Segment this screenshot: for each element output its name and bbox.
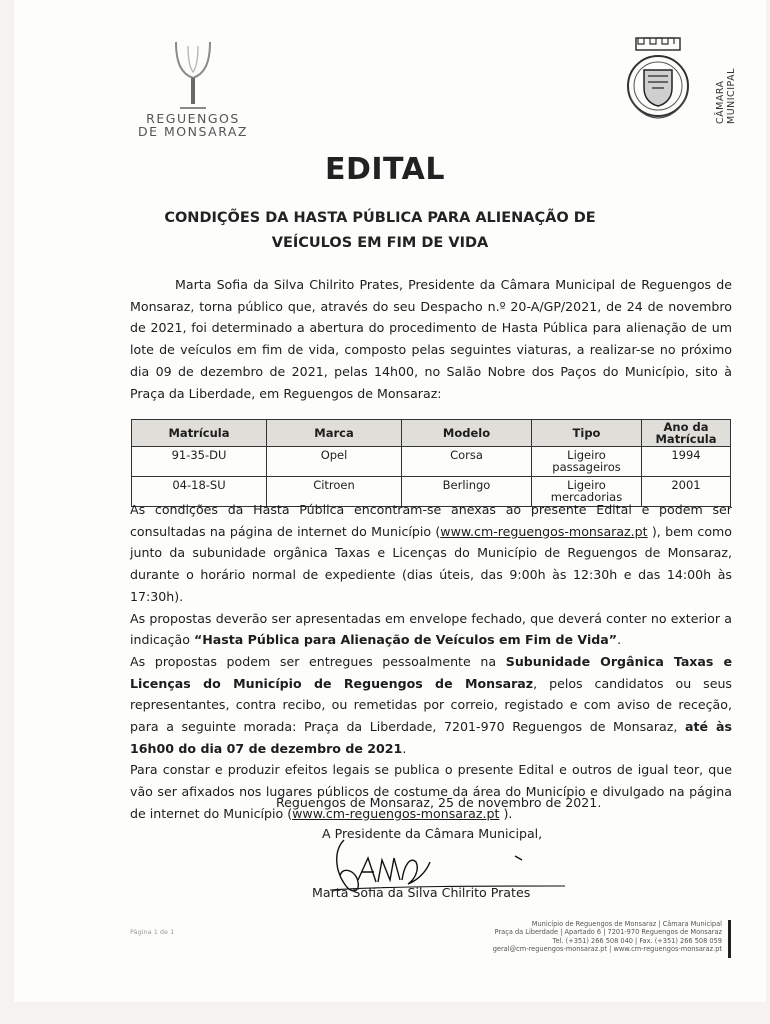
col-header-ano: Ano da Matrícula	[642, 420, 731, 447]
table-row	[132, 447, 731, 477]
footer-line-3: Tel. (+351) 266 508 040 | Fax. (+351) 266 508 059	[552, 936, 722, 945]
body-paragraphs	[130, 499, 732, 825]
cell-ano: 2001	[642, 477, 731, 507]
vehicles-table	[131, 419, 731, 507]
signatory-name: Marta Sofia da Silva Chilrito Prates	[312, 885, 531, 900]
conditions-text-end: ), bem como junto da subunidade orgânica Taxas e Licenças do Município de Reguengos de Monsaraz, durante o horário normal de expediente (dias úteis, das 9:00h às 12:30h e das 14:00h às 17:30h).	[130, 523, 732, 604]
place-date: Reguengos de Monsaraz, 25 de novembro de 2021.	[276, 795, 602, 810]
cell-ano: 1994	[642, 447, 731, 477]
delivery-subunit: Subunidade Orgânica Taxas e Licenças do Município de Reguengos de Monsaraz	[130, 653, 732, 691]
proposals-paragraph	[130, 608, 732, 651]
cell-modelo: Corsa	[402, 447, 532, 477]
coat-of-arms-icon	[612, 36, 704, 126]
municipality-website-link[interactable]: www.cm-reguengos-monsaraz.pt	[440, 523, 648, 539]
conditions-text-start: As condições da Hasta Pública encontram-se anexas ao presente Edital e podem ser consultadas na página de internet do Município (	[130, 502, 732, 539]
cell-modelo: Berlingo	[402, 477, 532, 507]
signature-label: A Presidente da Câmara Municipal,	[322, 826, 543, 841]
col-header-tipo: Tipo	[532, 420, 642, 447]
footer-line-4: geral@cm-reguengos-monsaraz.pt | www.cm-reguengos-monsaraz.pt	[492, 944, 722, 953]
proposals-text-start: As propostas deverão ser apresentadas em envelope fechado, que deverá conter no exterior a indicação	[130, 610, 732, 648]
logo-line-2: DE MONSARAZ	[138, 124, 248, 139]
conditions-paragraph	[130, 499, 732, 608]
cell-tipo: Ligeiro mercadorias	[532, 477, 642, 507]
publish-text-start: Para constar e produzir efeitos legais se publica o presente Edital e outros de igual teor, que vão ser afixados nos lugares públicos de costume da área do Município e divulgado na página de internet do Município (	[130, 762, 732, 821]
intro-paragraph: Marta Sofia da Silva Chilrito Prates, Presidente da Câmara Municipal de Reguengos de Monsaraz, torna público que, através do seu Despacho n.º 20-A/GP/2021, de 24 de novembro de 2021, foi determinado a abertura do procedimento de Hasta Pública para alienação de um lote de veículos em fim de vida, composto pelas seguintes viaturas, a realizar-se no próximo dia 09 de dezembro de 2021, pelas 14h00, no Salão Nobre dos Paços do Município, sito à Praça da Liberdade, em Reguengos de Monsaraz:	[130, 277, 732, 401]
document-title: EDITAL	[324, 152, 446, 187]
footer-line-1: Município de Reguengos de Monsaraz | Câmara Municipal	[531, 920, 722, 928]
municipal-coat-of-arms	[612, 36, 737, 126]
col-header-marca: Marca	[267, 420, 402, 447]
document-subtitle: CONDIÇÕES DA HASTA PÚBLICA PARA ALIENAÇÃO DE VEÍCULOS EM FIM DE VIDA	[164, 210, 596, 251]
cell-marca: Citroen	[267, 477, 402, 507]
delivery-text-end: .	[402, 740, 407, 756]
col-header-matricula: Matrícula	[132, 420, 267, 447]
municipality-website-link[interactable]: www.cm-reguengos-monsaraz.pt	[292, 805, 500, 821]
delivery-text-middle: , pelos candidatos ou seus representantes, contra recibo, ou remetidas por correio, registado e com aviso de receção, para a seguinte morada: Praça da Liberdade, 7201-970 Reguengos de Monsaraz,	[130, 675, 732, 735]
proposals-envelope-label: “Hasta Pública para Alienação de Veículos em Fim de Vida”	[193, 632, 618, 648]
cell-matricula: 91-35-DU	[132, 447, 267, 477]
delivery-text-start: As propostas podem ser entregues pessoalmente na	[130, 653, 506, 669]
cell-matricula: 04-18-SU	[132, 477, 267, 507]
footer-contacts	[430, 920, 722, 953]
footer-divider	[728, 920, 731, 958]
cell-marca: Opel	[267, 447, 402, 477]
camara-municipal-label: CÂMARA MUNICIPAL	[715, 68, 737, 124]
cell-tipo: Ligeiro passageiros	[532, 447, 642, 477]
page-number: Página 1 de 1	[130, 928, 175, 936]
logo-line-1: REGUENGOS	[146, 111, 240, 126]
footer-line-2: Praça da Liberdade | Apartado 6 | 7201-970 Reguengos de Monsaraz	[494, 928, 722, 937]
col-header-modelo: Modelo	[402, 420, 532, 447]
proposals-text-end: .	[617, 632, 622, 648]
delivery-deadline: até às 16h00 do dia 07 de dezembro de 2021	[130, 719, 732, 756]
table-header-row	[132, 420, 731, 447]
publish-text-end: ).	[499, 805, 513, 821]
publish-paragraph	[130, 759, 732, 824]
reguengos-logo	[128, 38, 258, 148]
wine-glass-logo-icon	[168, 38, 218, 112]
delivery-paragraph	[130, 651, 732, 760]
